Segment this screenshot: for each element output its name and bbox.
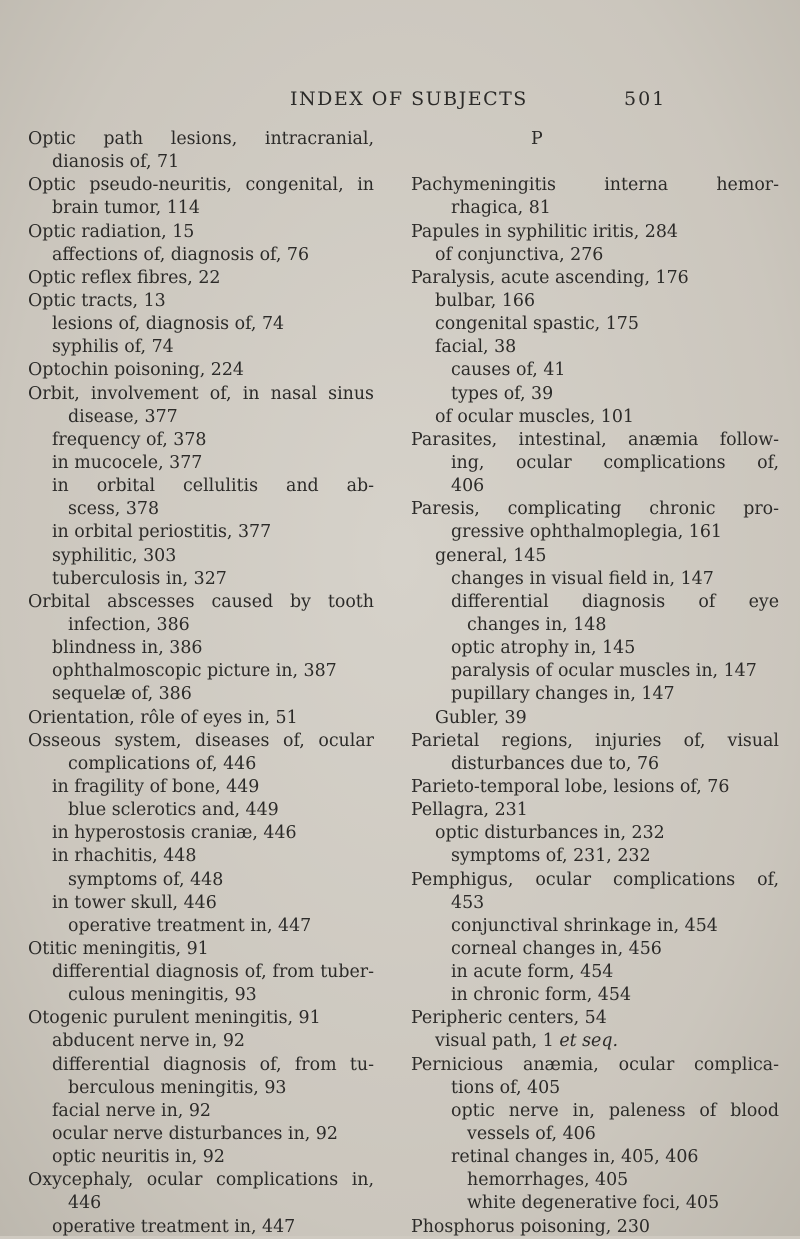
index-subentry: in fragility of bone, 449 [52, 776, 260, 797]
index-entry: Papules in syphilitic iritis, 284 [411, 221, 678, 242]
index-subentry: dianosis of, 71 [52, 152, 180, 173]
index-subentry: ocular nerve disturbances in, 92 [52, 1124, 338, 1145]
index-subentry: optic nerve in, paleness of blood [451, 1100, 779, 1121]
index-subentry: in hyperostosis craniæ, 446 [52, 823, 297, 844]
index-subentry: 406 [451, 476, 485, 497]
index-column-right [411, 128, 779, 1239]
index-entry: Oxycephaly, ocular complications in, [28, 1170, 374, 1191]
index-entry: Orbital abscesses caused by tooth [28, 591, 374, 612]
index-subentry: changes in, 148 [467, 614, 607, 635]
index-entry: Peripheric centers, 54 [411, 1008, 607, 1029]
running-header [0, 88, 800, 116]
index-subentry: causes of, 41 [451, 360, 566, 381]
index-subentry: paralysis of ocular muscles in, 147 [451, 661, 757, 682]
index-entry [411, 151, 779, 174]
index-subentry: berculous meningitis, 93 [68, 1077, 287, 1098]
index-subentry: in chronic form, 454 [451, 985, 632, 1006]
index-subentry: in rhachitis, 448 [52, 846, 197, 867]
index-subentry: 453 [451, 892, 485, 913]
index-subentry: sequelæ of, 386 [52, 684, 192, 705]
index-subentry: of ocular muscles, 101 [435, 406, 634, 427]
index-subentry: in mucocele, 377 [52, 452, 203, 473]
index-subentry: affections of, diagnosis of, 76 [52, 244, 310, 265]
index-subentry: corneal changes in, 456 [451, 938, 662, 959]
index-entry: Orbit, involvement of, in nasal sinus [28, 383, 374, 404]
index-subentry: white degenerative foci, 405 [467, 1193, 720, 1214]
index-subentry: infection, 386 [68, 614, 190, 635]
index-subentry: differential diagnosis of, from tuber- [52, 962, 374, 983]
index-subentry: syphilitic, 303 [52, 545, 177, 566]
index-subentry: disease, 377 [68, 406, 178, 427]
index-subentry: in acute form, 454 [451, 962, 614, 983]
index-subentry: symptoms of, 448 [68, 869, 224, 890]
index-subentry: differential diagnosis of, from tu- [52, 1054, 374, 1075]
index-subentry: complications of, 446 [68, 753, 257, 774]
index-subentry: blindness in, 386 [52, 638, 203, 659]
index-subentry: rhagica, 81 [451, 198, 551, 219]
index-subentry: visual path, 1 et seq. [435, 1031, 618, 1052]
index-subentry: general, 145 [435, 545, 547, 566]
index-subentry: Gubler, 39 [435, 707, 527, 728]
index-entry: Pachymeningitis interna hemor- [411, 175, 779, 196]
index-subentry: in tower skull, 446 [52, 892, 217, 913]
index-entry: Optic pseudo-neuritis, congenital, in [28, 175, 374, 196]
index-subentry: pupillary changes in, 147 [451, 684, 675, 705]
index-subentry: hemorrhages, 405 [467, 1170, 629, 1191]
index-entry: Otitic meningitis, 91 [28, 938, 209, 959]
section-letter: P [531, 129, 543, 149]
index-subentry: scess, 378 [68, 499, 160, 520]
index-entry: Optic path lesions, intracranial, [28, 129, 374, 149]
index-subentry: symptoms of, 231, 232 [451, 846, 651, 867]
index-subentry: optic disturbances in, 232 [435, 823, 665, 844]
index-entry: Paresis, complicating chronic pro- [411, 499, 779, 520]
index-subentry: in orbital cellulitis and ab- [52, 476, 374, 497]
page-title: INDEX OF SUBJECTS [290, 88, 528, 110]
index-column-left [28, 128, 374, 1239]
index-subentry: changes in visual field in, 147 [451, 568, 714, 589]
index-subentry: 446 [68, 1193, 102, 1214]
index-entry: Parietal regions, injuries of, visual [411, 730, 779, 751]
index-entry: Pellagra, 231 [411, 800, 528, 821]
index-subentry: tuberculosis in, 327 [52, 568, 227, 589]
index-subentry: syphilis of, 74 [52, 337, 174, 358]
index-subentry: facial nerve in, 92 [52, 1100, 211, 1121]
index-subentry: types of, 39 [451, 383, 554, 404]
index-subentry: ophthalmoscopic picture in, 387 [52, 661, 337, 682]
index-subentry: differential diagnosis of eye [451, 591, 779, 612]
index-subentry: optic neuritis in, 92 [52, 1147, 225, 1168]
index-subentry: tions of, 405 [451, 1077, 561, 1098]
index-subentry: vessels of, 406 [467, 1124, 596, 1145]
index-entry: Parasites, intestinal, anæmia follow- [411, 429, 779, 450]
index-subentry: operative treatment in, 447 [52, 1216, 296, 1237]
index-subentry: optic atrophy in, 145 [451, 638, 636, 659]
index-subentry: ing, ocular complications of, [451, 452, 779, 473]
index-subentry: bulbar, 166 [435, 290, 536, 311]
index-subentry: retinal changes in, 405, 406 [451, 1147, 699, 1168]
index-entry: Pemphigus, ocular complications of, [411, 869, 779, 890]
index-entry: Phosphorus poisoning, 230 [411, 1216, 650, 1237]
index-subentry: gressive ophthalmoplegia, 161 [451, 522, 722, 543]
index-entry: Optic reflex fibres, 22 [28, 267, 221, 288]
index-subentry: in orbital periostitis, 377 [52, 522, 272, 543]
index-subentry: congenital spastic, 175 [435, 314, 639, 335]
index-subentry: culous meningitis, 93 [68, 985, 257, 1006]
index-entry: Parieto-temporal lobe, lesions of, 76 [411, 776, 730, 797]
index-entry: Optochin poisoning, 224 [28, 360, 244, 381]
index-subentry: frequency of, 378 [52, 429, 207, 450]
index-entry: Pernicious anæmia, ocular complica- [411, 1054, 779, 1075]
index-subentry: of conjunctiva, 276 [435, 244, 604, 265]
index-entry: Optic radiation, 15 [28, 221, 195, 242]
index-subentry: disturbances due to, 76 [451, 753, 660, 774]
index-entry: Optic tracts, 13 [28, 290, 166, 311]
page-number: 501 [624, 88, 667, 110]
index-subentry: conjunctival shrinkage in, 454 [451, 915, 718, 936]
index-entry: Orientation, rôle of eyes in, 51 [28, 707, 298, 728]
index-subentry: lesions of, diagnosis of, 74 [52, 314, 285, 335]
index-entry: Paralysis, acute ascending, 176 [411, 267, 689, 288]
index-subentry: facial, 38 [435, 337, 517, 358]
index-subentry: operative treatment in, 447 [68, 915, 312, 936]
index-subentry: blue sclerotics and, 449 [68, 800, 279, 821]
index-subentry: abducent nerve in, 92 [52, 1031, 245, 1052]
index-entry: Osseous system, diseases of, ocular [28, 730, 374, 751]
index-entry: Otogenic purulent meningitis, 91 [28, 1008, 321, 1029]
index-subentry: brain tumor, 114 [52, 198, 200, 219]
